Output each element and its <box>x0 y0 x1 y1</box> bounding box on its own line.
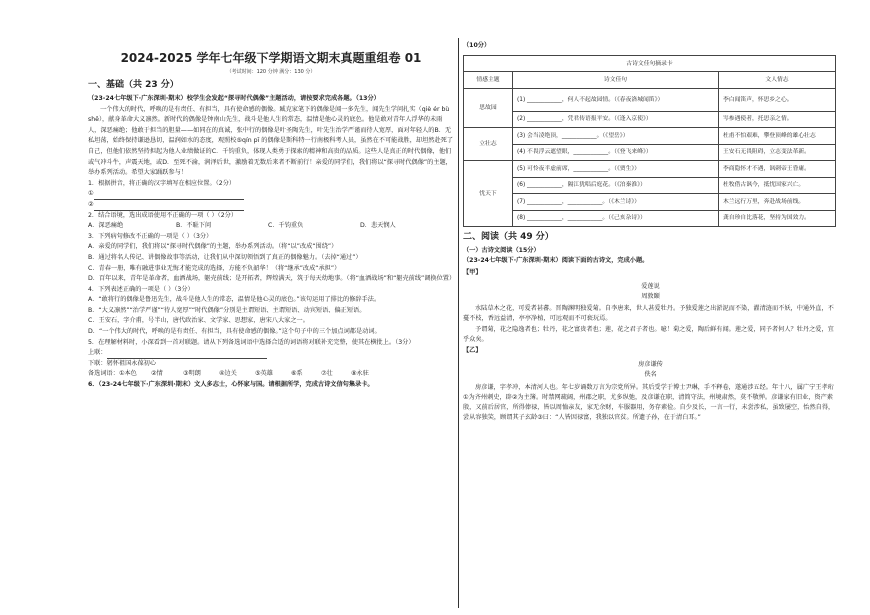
option[interactable]: A．亲爱的同学们，我们将以“探寻时代偶像”的主题，举办系列活动。（将“以”改成“围绕”） <box>88 243 338 251</box>
right-column <box>463 41 838 423</box>
answer-blank[interactable] <box>94 203 244 211</box>
theme-cell: 思故园 <box>464 88 513 128</box>
verse-cell[interactable]: (3) 会当凌绝顶，____________。（《望岳》） <box>513 128 719 145</box>
verse-cell[interactable]: (7) ____________，____________。（《木兰诗》） <box>513 194 719 211</box>
feeling-cell: 李商隐怀才不遇，讽刺帝王昏庸。 <box>719 161 836 178</box>
question-5: 5．在理解材料时，小深看到一首对联题。请从下列备选词语中选择合适的词语将对联补充完整，使其在横批上。（3分） <box>88 338 415 346</box>
feeling-cell: 王安石无畏阻碍，立志变法革新。 <box>719 144 836 161</box>
section-heading-basics: 一、基础（共 23 分） <box>88 80 179 90</box>
answer-blank[interactable] <box>94 192 244 200</box>
choice: ⑦壮 <box>320 370 333 378</box>
answer-blank[interactable] <box>107 351 267 359</box>
feeling-cell: 李白闻笛声，怀思乡之心。 <box>719 88 836 111</box>
couplet-upper: 上联： <box>88 348 454 359</box>
column-header: 情感主题 <box>464 72 513 89</box>
choice: ②情 <box>150 370 163 378</box>
question-1-blank-b: ② <box>88 200 454 211</box>
main-passage: 一个伟大的时代，呼唤的是有责任、有担当，具有使命感的偶像。臧克家笔下的偶像是闻一多先生，闻先生学问扎实（qiè ér bù shě），献身革命大义凛然。新时代的偶像是钟南山先生，战斗是他人生的常态，温情是他心灵的底色。他是敢对青年人浮华的未雨人，深恶痛绝；他敢于担当的胆量——如同在的真诚，张中行的偶像是叶圣陶先生，叶先生治学严谨而待人宽厚，面对年轻人的B．无私坦荡，始终保持谦逊恳切，温润如水的态度，观照校⑤qín pī 的偶像是斯科特一行南极科考人员，虽然在不可能战胜，却坦然赴死了自己，但他们依然坚持担起为他人业绩做证的C．千钧重负，体现人类勇于探索的精神和高贵的品质。这些人是真正的时代偶像，他们或气冲斗牛，声震天地，或D．至死不渝，润泽后世，激励着无数后来者不断前行！亲爱的同学们，我们将以“探寻时代偶像”的主题，举办系列活动。希望大家踊跃参与！ <box>88 105 454 177</box>
column-header: 文人情志 <box>719 72 836 89</box>
column-divider <box>458 38 459 608</box>
question-4: 4．下列表述正确的一项是（ ）（3分） <box>88 285 194 293</box>
option[interactable]: C．王安石，字介甫，号半山，唐代政治家、文学家、思想家，唐宋八大家之一。 <box>88 317 309 325</box>
excerpt-card-table <box>463 55 836 227</box>
feeling-cell: 杜牧借古讽今，抵忧国家兴亡。 <box>719 177 836 194</box>
theme-cell: 立壮志 <box>464 128 513 161</box>
subsection-heading: （一）古诗文阅读（15分） <box>463 247 540 255</box>
option[interactable]: D．百年以来，青年是革命者，血洒战场，躯壳前线；是开拓者，辉煌满天，筑于每天幼地事。（将“血洒战场”和“躯壳前线”调换位置） <box>88 275 456 283</box>
theme-cell: 忧天下 <box>464 161 513 227</box>
biography-title: 房彦谦传 <box>638 361 663 369</box>
card-caption: 古诗文佳句摘录卡 <box>464 56 836 72</box>
score-note: （10分） <box>463 42 491 49</box>
passage-label-yi: 【乙】 <box>463 347 482 355</box>
choice: ⑧永驻 <box>350 370 369 378</box>
option[interactable]: C．千钧重负 <box>268 222 304 230</box>
question-2: 2．结合语境，选出成语使用不正确的一项（ ）（2分） <box>88 211 238 219</box>
question-6: 6．（23-24七年级下·广东深圳·期末）文人多志士，心怀家与国。请根据所学，完成古诗文信句集录卡。 <box>88 381 374 389</box>
option[interactable]: C．青春一册，唯有融进事业无悔才能完成的选择，方能不负韶华！（将“继承”改成“承担”） <box>88 264 341 272</box>
biography-paragraph: 房彦谦，字孝冲，本清河人也。年七岁诵数万言为宗党所异。其后受学于博士尹琳，手不释卷，遂通涉五经。年十八，属广宁王孝珩①为齐州刺史，辟②为主簿。时禁网疏阔，州郡之职，尤多纵弛，及彦谦在职，清简守法，州境肃然，莫不敬惮。彦谦家有旧业，资产素殷，又前后居官，所得俸禄，皆以周恤亲友，家无余财，车服器用，务存素俭。自少及长，一言一行，未尝涉私，虽致屡空，怡然自得，尝从容独笑，顾谓其子玄龄③曰：“人皆因禄富，我独以官贫。所遗子孙，在于清白耳。” <box>463 383 835 422</box>
feeling-cell: 龚自珍自比落花，坚持为国效力。 <box>719 210 836 227</box>
choice: ⑥系 <box>290 370 303 378</box>
choice: ④边关 <box>218 370 237 378</box>
verse-cell[interactable]: (5) 可怜夜半虚前席，____________。（《贾生》） <box>513 161 719 178</box>
option[interactable]: D．“一个伟大的时代，呼唤的是有责任、有担当，具有使命感的偶像。”这个句子中的三个加点词都是动词。 <box>88 328 381 336</box>
section-heading-reading: 二、阅读（共 49 分） <box>463 232 554 243</box>
word-choices: 备选词语： ①本色 ②情 ③明朗 ④边关 ⑤英雄 ⑥系 ⑦壮 ⑧永驻 <box>88 369 454 380</box>
activity-intro: （23-24七年级下·广东深圳·期末）校学生会发起“探寻时代偶像”主题活动，请按要求完成各题。（13分） <box>88 95 380 102</box>
poem-author: 周敦颐 <box>641 293 660 301</box>
verse-cell[interactable]: (4) 不畏浮云遮望眼，____________。（《登飞来峰》） <box>513 144 719 161</box>
feeling-cell: 木兰远行万里，奔赴战场前线。 <box>719 194 836 211</box>
option[interactable]: B．通过将名人传记、讲偶像故事等活动，让我们从中深切领悟到了真正的偶像魅力。（去掉“通过”） <box>88 253 362 261</box>
reading-intro: （23-24七年级下·广东深圳·期末）阅读下面的古诗文，完成小题。 <box>463 257 649 265</box>
poem-paragraph: 水陆草木之花，可爱者甚蕃。晋陶渊明独爱菊。自李唐来，世人甚爱牡丹。予独爱莲之出淤泥而不染，濯清涟而不妖，中通外直，不蔓不枝，香远益清，亭亭净植，可远观而不可亵玩焉。 <box>463 305 834 323</box>
verse-cell[interactable]: (6) ____________，隔江犹唱后庭花。（《泊秦淮》） <box>513 177 719 194</box>
verse-cell[interactable]: (1) ____________，何人不起故园情。（《春夜洛城闻笛》） <box>513 88 719 111</box>
poem-paragraph: 予谓菊，花之隐逸者也；牡丹，花之富贵者也；莲，花之君子者也。噫！菊之爱，陶后鲜有闻。莲之爱，同予者何人？牡丹之爱，宜乎众矣。 <box>463 325 834 343</box>
option[interactable]: D．悲天悯人 <box>360 222 396 230</box>
choice: ③明朗 <box>182 370 201 378</box>
feeling-cell: 岑参遇使者，托思亲之情。 <box>719 111 836 128</box>
option[interactable]: B．不耻下问 <box>176 222 212 230</box>
option[interactable]: A．深恶痛绝 <box>88 222 124 230</box>
exam-info: （考试时间：120 分钟 满分：130 分） <box>226 69 316 75</box>
couplet-lower: 下联：躬怀祖国永葆初心 <box>88 359 157 367</box>
verse-cell[interactable]: (8) ____________，____________。（《己亥杂诗》） <box>513 210 719 227</box>
question-3: 3．下列病句修改不正确的一项是（ ）（3分） <box>88 232 213 240</box>
question-1: 1．根据拼音，将正确的汉字填写在相应位置。（2分） <box>88 179 236 187</box>
choice: ⑤英雄 <box>254 370 273 378</box>
left-column <box>88 44 454 391</box>
poem-title: 爱莲说 <box>641 282 660 290</box>
feeling-cell: 杜甫不怕艰难，攀登顶峰的雄心壮志 <box>719 128 836 145</box>
passage-label-jia: 【甲】 <box>463 268 482 276</box>
page-title: 2024-2025 学年七年级下学期语文期末真题重组卷 01 <box>120 51 422 65</box>
verse-cell[interactable]: (2) ____________，凭君传语报平安。（《逢入京使》） <box>513 111 719 128</box>
biography-author: 佚名 <box>644 371 657 379</box>
option[interactable]: B．“大义凛然”“治学严谨”“待人宽厚”“时代偶像”分别是主谓短语、主谓短语、动宾短语、偏正短语。 <box>88 306 366 314</box>
column-header: 诗文佳句 <box>513 72 719 89</box>
question-1-blank-a: ① <box>88 189 454 200</box>
option[interactable]: A．“敢将行的偶像是鲁迅先生，战斗是他人生的常态，温情是他心灵的底色。”该句运用了排比的修辞手法。 <box>88 296 381 304</box>
question-2-options <box>88 221 454 232</box>
choice: ①本色 <box>118 370 137 378</box>
